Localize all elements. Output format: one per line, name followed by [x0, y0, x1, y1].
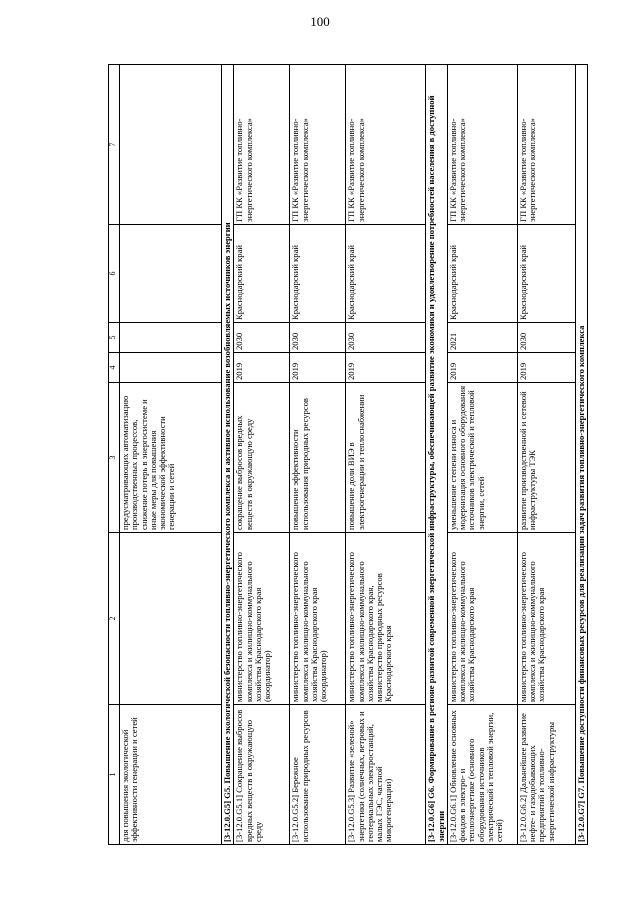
- measure-name: [3-12.0.G6.2] Дальнейшее развитие нефте- и газодобывающих предприятий и топливно-энергетической инфраструктуры: [517, 705, 575, 845]
- col-header-4: 4: [109, 353, 120, 383]
- responsible: министерство топливно-энергетического комплекса и жилищно-коммунального хозяйства Краснодарского края, министерство природных ресурсов Краснодарского края: [346, 533, 426, 705]
- col-header-5: 5: [109, 323, 120, 353]
- measure-name: [3-12.0.G6.1] Обновление основных фондов в электро- и теплоэнергетике (основного оборудования источников электрической и тепловой энергии, сетей): [447, 705, 517, 845]
- measures-table: [108, 64, 588, 845]
- measure-name: для повышения экологической эффективности генерации и сетей: [120, 705, 222, 845]
- start-year: 2019: [517, 353, 575, 383]
- program: ГП КК «Развитие топливно-энергетического комплекса»: [447, 65, 517, 225]
- table-row: [234, 65, 290, 845]
- page-number: 100: [310, 14, 330, 29]
- expected-result: предусматривающих автоматизацию производственных процессов, снижение потерь в энергосистеме и иные меры для повышения экономической эффективности генерации и сетей: [120, 383, 222, 533]
- expected-result: уменьшение степени износа и модернизация основного оборудования источников электрической и тепловой энергии, сетей: [447, 383, 517, 533]
- territory: Краснодарский край: [447, 225, 517, 323]
- program: ГП КК «Развитие топливно-энергетического комплекса»: [517, 65, 575, 225]
- expected-result: сокращение выбросов вредных веществ в окружающую среду: [234, 383, 290, 533]
- measure-name: [3-12.0.G5.1] Сокращение выбросов вредных веществ в окружающую среду: [234, 705, 290, 845]
- expected-result: повышение эффективности использования природных ресурсов: [290, 383, 346, 533]
- section-title: [3-12.0.G5] G5. Повышение экологической безопасности топливно-энергетического комплекса и активное использование возобновляемых источников энергии: [222, 65, 234, 845]
- end-year: 2030: [290, 323, 346, 353]
- section-title: [3-12.0.G7] G7. Повышение доступности финансовых ресурсов для реализации задач развития топливно-энергетического комплекса: [575, 65, 587, 845]
- column-number-row: [109, 65, 120, 845]
- expected-result: повышение доли ВИЭ в электрогенерации и теплоснабжении: [346, 383, 426, 533]
- start-year: 2019: [346, 353, 426, 383]
- section-row: [426, 65, 448, 845]
- end-year: 2021: [447, 323, 517, 353]
- territory: Краснодарский край: [290, 225, 346, 323]
- section-row: [222, 65, 234, 845]
- measure-name: [3-12.0.G5.2] Бережное использование природных ресурсов: [290, 705, 346, 845]
- responsible: [120, 533, 222, 705]
- expected-result: развитие производственной и сетевой инфраструктуры ТЭК: [517, 383, 575, 533]
- col-header-3: 3: [109, 383, 120, 533]
- col-header-1: 1: [109, 705, 120, 845]
- end-year: 2030: [517, 323, 575, 353]
- col-header-7: 7: [109, 65, 120, 225]
- territory: Краснодарский край: [517, 225, 575, 323]
- landscape-page: [108, 65, 586, 845]
- table-row: [447, 65, 517, 845]
- col-header-6: 6: [109, 225, 120, 323]
- table-row: [290, 65, 346, 845]
- responsible: министерство топливно-энергетического комплекса и жилищно-коммунального хозяйства Краснодарского края: [447, 533, 517, 705]
- table-row: [517, 65, 575, 845]
- table-row: [346, 65, 426, 845]
- rotated-table-frame: [108, 65, 586, 845]
- program: ГП КК «Развитие топливно-энергетического комплекса»: [234, 65, 290, 225]
- start-year: 2019: [447, 353, 517, 383]
- territory: Краснодарский край: [346, 225, 426, 323]
- responsible: министерство топливно-энергетического комплекса и жилищно-коммунального хозяйства Краснодарского края (координатор): [290, 533, 346, 705]
- program: ГП КК «Развитие топливно-энергетического комплекса»: [290, 65, 346, 225]
- table-row: [120, 65, 222, 845]
- col-header-2: 2: [109, 533, 120, 705]
- end-year: 2030: [346, 323, 426, 353]
- end-year: 2030: [234, 323, 290, 353]
- section-row: [575, 65, 587, 845]
- responsible: министерство топливно-энергетического комплекса и жилищно-коммунального хозяйства Краснодарского края: [517, 533, 575, 705]
- start-year: 2019: [290, 353, 346, 383]
- start-year: 2019: [234, 353, 290, 383]
- responsible: министерство топливно-энергетического комплекса и жилищно-коммунального хозяйства Краснодарского края (координатор): [234, 533, 290, 705]
- section-title: [3-12.0.G6] G6. Формирование в регионе развитой современной энергетической инфраструктуры, обеспечивающей развитие экономики и удовлетворение потребностей населения в доступной энергии: [426, 65, 448, 845]
- program: ГП КК «Развитие топливно-энергетического комплекса»: [346, 65, 426, 225]
- territory: Краснодарский край: [234, 225, 290, 323]
- measure-name: [3-12.0.G5.3] Развитие «зеленой» энергетики (солнечных, ветровых и геотермальных электростанций, малых ГЭС, частной микрогенерации): [346, 705, 426, 845]
